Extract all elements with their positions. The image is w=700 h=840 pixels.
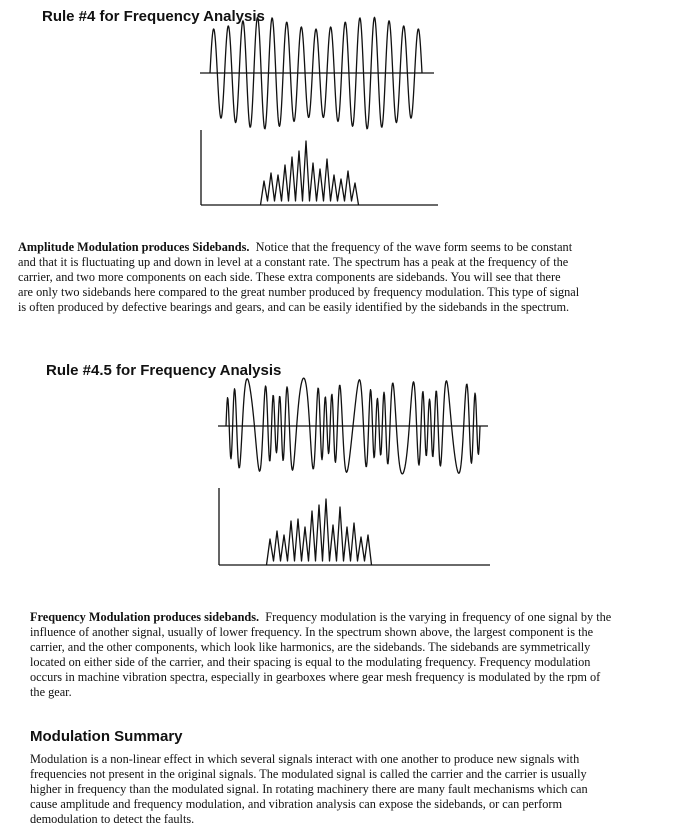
am-paragraph [18,240,579,315]
fm-line-4: located on either side of the carrier, and their spacing is equal to the modulating frequency. Frequency modulation [30,655,591,669]
fm-line-3: carrier, and the other components, which look like harmonics, are the sidebands. The sidebands are symmetrically [30,640,591,654]
fm-spectrum-peaks [267,499,372,565]
fm-waveform-figure [218,376,490,478]
am-line-5: is often produced by defective bearings and gears, and can be easily identified by the sidebands in the spectrum. [18,300,570,314]
fm-paragraph [30,610,611,700]
am-waveform-figure [200,10,436,122]
fm-line-5: occurs in machine vibration spectra, especially in gearboxes where gear mesh frequency is modulated by the rpm of [30,670,601,684]
am-line-4: are only two sidebands here compared to the great number produced by frequency modulation. This type of signal [18,285,580,299]
modulation-summary-heading: Modulation Summary [30,728,183,745]
summary-paragraph [30,752,588,827]
am-line-2: and that it is fluctuating up and down in level at a constant rate. The spectrum has a peak at the frequency of the [18,255,569,269]
am-lead-text: Amplitude Modulation produces Sidebands. [18,240,250,254]
summary-line-4: cause amplitude and frequency modulation, and vibration analysis can expose the sidebands, or can perform [30,797,563,811]
rule4-heading: Rule #4 for Frequency Analysis [42,8,265,25]
am-line-3: carrier, and two more components on each side. These extra components are sidebands. You will see that there [18,270,561,284]
fm-lead-text: Frequency Modulation produces sidebands. [30,610,260,624]
fm-line-1: Frequency modulation is the varying in frequency of one signal by the [265,610,612,624]
summary-line-3: higher in frequency than the modulated signal. In rotating machinery there are many fault mechanisms which can [30,782,588,796]
summary-line-2: frequencies not present in the original signals. The modulated signal is called the carrier and the carrier is usually [30,767,587,781]
am-spectrum-peaks [261,141,359,205]
fm-line-2: influence of another signal, usually of lower frequency. In the spectrum shown above, the largest component is the [30,625,594,639]
am-line-1: Notice that the frequency of the wave form seems to be constant [255,240,573,254]
rule45-heading: Rule #4.5 for Frequency Analysis [46,362,282,379]
fm-spectrum-figure [216,486,492,570]
am-spectrum-figure [198,128,440,210]
fm-line-6: the gear. [30,685,72,699]
summary-line-5: demodulation to detect the faults. [30,812,195,826]
summary-line-1: Modulation is a non-linear effect in which several signals interact with one another to produce new signals with [30,752,580,766]
